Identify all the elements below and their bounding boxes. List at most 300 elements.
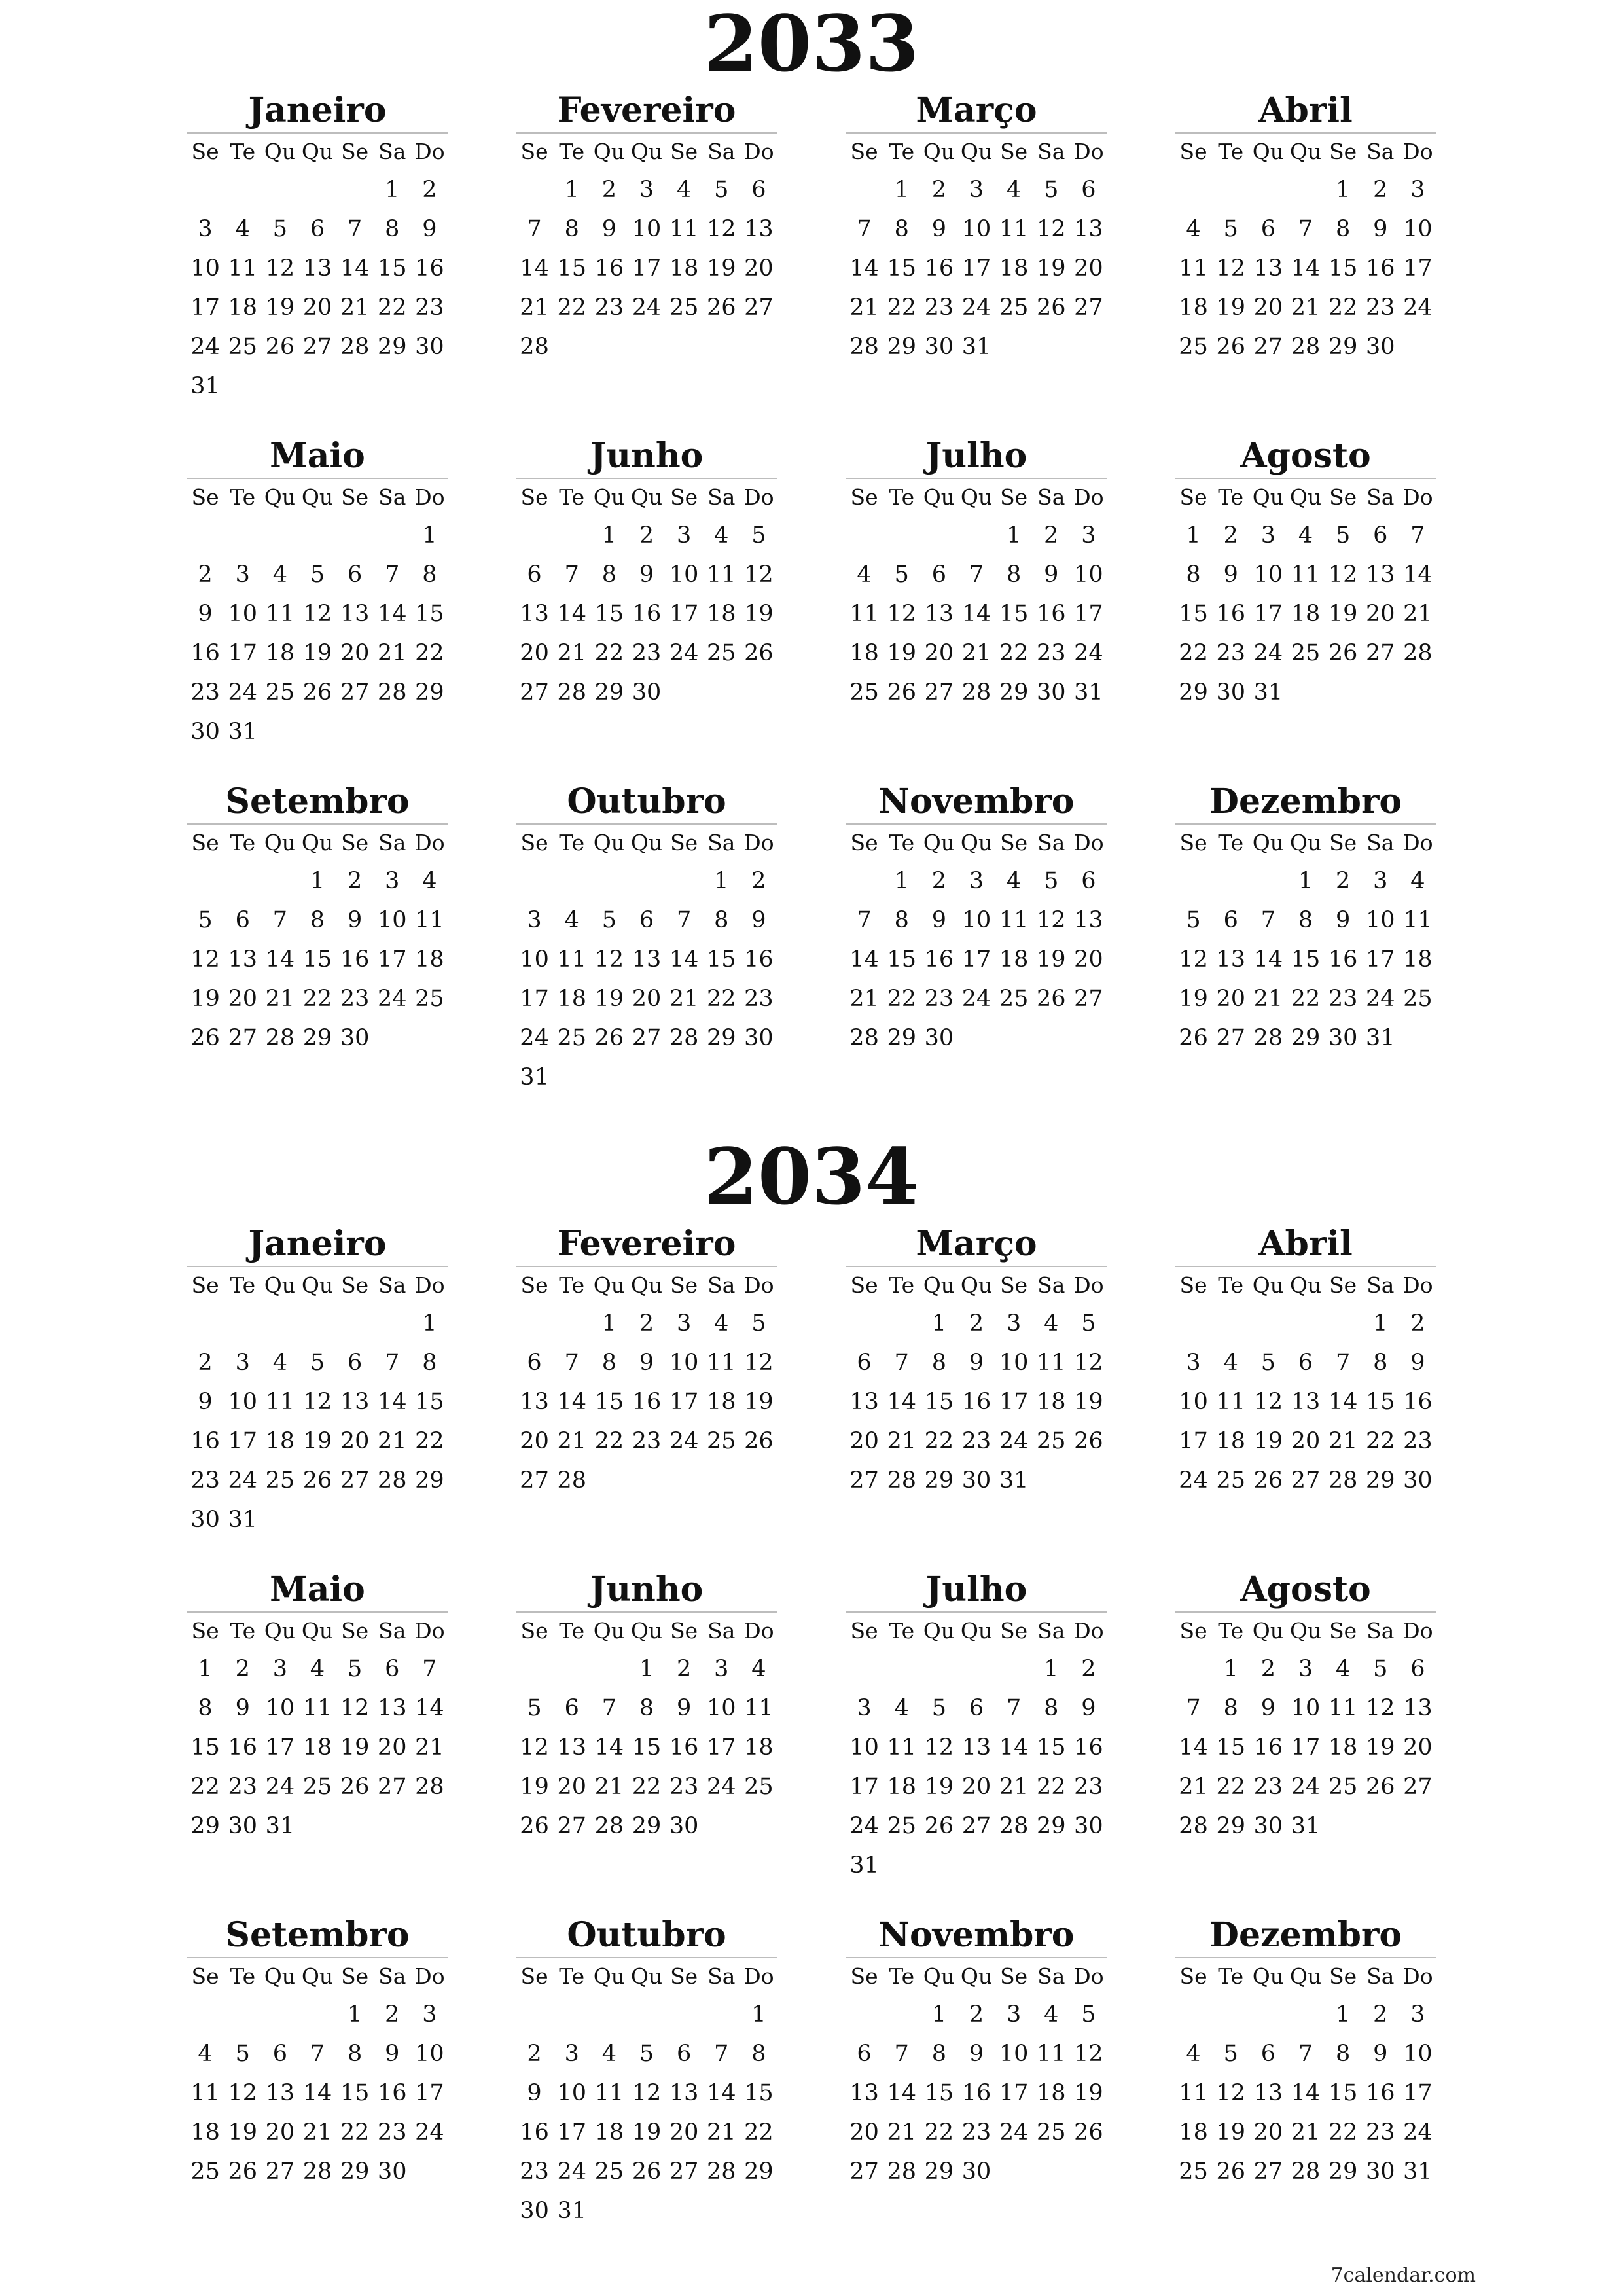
empty-cell	[666, 861, 703, 901]
weekday-label: Qu	[301, 1618, 334, 1643]
day-cell: 23	[378, 2119, 407, 2145]
day-cell: 12	[1074, 2041, 1103, 2067]
empty-cell	[553, 861, 590, 901]
day-cell: 29	[707, 1025, 736, 1051]
month-block	[846, 780, 1107, 1058]
empty-cell	[590, 1995, 628, 2034]
empty-cell	[1287, 1995, 1324, 2034]
day-cell: 17	[378, 946, 407, 973]
day-cell: 22	[1366, 1428, 1395, 1454]
day-cell: 22	[340, 2119, 370, 2145]
day-cell: 25	[1216, 1467, 1245, 1494]
day-cell: 12	[744, 1350, 774, 1376]
day-cell: 30	[415, 334, 444, 360]
empty-cell	[298, 516, 336, 555]
day-cell: 11	[265, 1389, 295, 1415]
day-cell: 9	[385, 2041, 400, 2067]
day-cell: 9	[1410, 1350, 1425, 1376]
day-cell: 17	[520, 986, 549, 1012]
day-cell: 9	[601, 216, 616, 242]
day-cell: 11	[1179, 2080, 1208, 2106]
weekday-label: Se	[850, 139, 878, 164]
day-cell: 16	[415, 255, 444, 281]
day-cell: 17	[707, 1734, 736, 1761]
day-cell: 11	[557, 946, 586, 973]
month-name: Maio	[187, 435, 448, 479]
empty-cell	[261, 1304, 298, 1343]
day-cell: 18	[849, 640, 879, 666]
day-cell: 31	[849, 1852, 879, 1878]
day-cell: 21	[265, 986, 295, 1012]
day-cell: 4	[1186, 216, 1201, 242]
day-cell: 24	[632, 295, 662, 321]
day-cell: 25	[1037, 2119, 1066, 2145]
month-name: Setembro	[187, 1914, 448, 1958]
day-cell: 23	[961, 1428, 991, 1454]
day-cell: 13	[1291, 1389, 1321, 1415]
day-cell: 26	[924, 1813, 954, 1839]
day-cell: 14	[669, 946, 699, 973]
day-cell: 24	[190, 334, 220, 360]
day-cell: 2	[1373, 2001, 1388, 2028]
weekday-label: Se	[1000, 1618, 1028, 1643]
day-cell: 13	[340, 1389, 370, 1415]
day-grid	[1175, 825, 1436, 1058]
day-cell: 23	[632, 640, 662, 666]
day-cell: 26	[1366, 1774, 1395, 1800]
day-cell: 12	[744, 562, 774, 588]
weekday-label: Qu	[593, 484, 625, 510]
weekday-label: Qu	[593, 1618, 625, 1643]
day-cell: 28	[302, 2159, 332, 2185]
day-cell: 12	[302, 1389, 332, 1415]
day-cell: 4	[1006, 177, 1022, 203]
day-cell: 1	[1335, 2001, 1351, 2028]
day-grid	[516, 825, 777, 1097]
day-cell: 10	[632, 216, 662, 242]
day-cell: 17	[228, 1428, 257, 1454]
day-cell: 14	[999, 1734, 1029, 1761]
weekday-label: Se	[1000, 830, 1028, 855]
day-cell: 15	[632, 1734, 662, 1761]
empty-cell	[553, 1995, 590, 2034]
weekday-label: Qu	[264, 484, 296, 510]
day-cell: 20	[1074, 255, 1103, 281]
day-cell: 26	[228, 2159, 257, 2185]
day-cell: 5	[1081, 1310, 1096, 1336]
weekday-label: Qu	[630, 830, 663, 855]
day-cell: 31	[557, 2198, 586, 2224]
day-cell: 28	[557, 1467, 586, 1494]
day-cell: 10	[228, 601, 257, 627]
day-cell: 2	[931, 868, 946, 894]
day-cell: 9	[347, 907, 363, 933]
day-cell: 31	[1074, 679, 1103, 706]
day-cell: 17	[669, 601, 699, 627]
day-cell: 8	[639, 1695, 654, 1721]
day-cell: 3	[1410, 2001, 1425, 2028]
day-grid	[846, 1958, 1107, 2191]
day-cell: 2	[235, 1656, 250, 1682]
day-cell: 21	[887, 1428, 916, 1454]
weekday-label: Se	[341, 1272, 369, 1298]
day-cell: 11	[707, 562, 736, 588]
weekday-label: Se	[1179, 830, 1207, 855]
day-cell: 14	[707, 2080, 736, 2106]
day-cell: 25	[669, 295, 699, 321]
day-cell: 30	[190, 1507, 220, 1533]
day-cell: 13	[340, 601, 370, 627]
weekday-label: Se	[670, 1964, 698, 1989]
day-cell: 10	[228, 1389, 257, 1415]
day-cell: 13	[265, 2080, 295, 2106]
day-cell: 28	[1179, 1813, 1208, 1839]
day-cell: 6	[1081, 177, 1096, 203]
day-cell: 16	[190, 1428, 220, 1454]
weekday-label: Qu	[923, 484, 955, 510]
day-cell: 28	[849, 334, 879, 360]
day-cell: 30	[1366, 2159, 1395, 2185]
day-cell: 24	[378, 986, 407, 1012]
day-cell: 5	[1044, 868, 1059, 894]
day-cell: 18	[999, 946, 1029, 973]
day-cell: 9	[969, 1350, 984, 1376]
day-cell: 24	[669, 640, 699, 666]
day-cell: 15	[190, 1734, 220, 1761]
day-cell: 20	[961, 1774, 991, 1800]
day-cell: 20	[849, 1428, 879, 1454]
day-cell: 18	[265, 1428, 295, 1454]
day-cell: 19	[1216, 295, 1245, 321]
day-cell: 6	[347, 562, 363, 588]
weekday-label: Do	[1073, 830, 1104, 855]
day-grid	[516, 1267, 777, 1500]
day-cell: 15	[744, 2080, 774, 2106]
day-cell: 2	[1081, 1656, 1096, 1682]
month-block	[846, 1914, 1107, 2191]
day-cell: 26	[632, 2159, 662, 2185]
day-cell: 3	[969, 177, 984, 203]
day-cell: 8	[198, 1695, 213, 1721]
day-cell: 16	[632, 601, 662, 627]
day-cell: 16	[1216, 601, 1245, 627]
day-cell: 18	[669, 255, 699, 281]
day-cell: 12	[707, 216, 736, 242]
day-cell: 27	[744, 295, 774, 321]
day-cell: 26	[265, 334, 295, 360]
month-block	[1175, 1914, 1436, 2191]
day-cell: 22	[1291, 986, 1321, 1012]
day-cell: 13	[1403, 1695, 1433, 1721]
month-name: Outubro	[516, 780, 777, 825]
day-cell: 5	[1260, 1350, 1275, 1376]
day-cell: 26	[190, 1025, 220, 1051]
empty-cell	[261, 1995, 298, 2034]
weekday-label: Te	[559, 1272, 585, 1298]
day-cell: 1	[601, 522, 616, 548]
day-cell: 27	[1366, 640, 1395, 666]
day-cell: 26	[1074, 1428, 1103, 1454]
day-cell: 13	[1074, 907, 1103, 933]
day-cell: 28	[887, 2159, 916, 2185]
weekday-label: Do	[743, 1618, 774, 1643]
empty-cell	[1325, 1304, 1362, 1343]
day-cell: 20	[1074, 946, 1103, 973]
day-cell: 19	[1074, 1389, 1103, 1415]
day-cell: 11	[302, 1695, 332, 1721]
day-cell: 5	[894, 562, 909, 588]
day-cell: 14	[849, 946, 879, 973]
day-cell: 18	[887, 1774, 916, 1800]
day-cell: 25	[887, 1813, 916, 1839]
day-cell: 31	[1366, 1025, 1395, 1051]
day-cell: 7	[527, 216, 542, 242]
day-cell: 24	[520, 1025, 549, 1051]
day-cell: 19	[707, 255, 736, 281]
empty-cell	[590, 1649, 628, 1689]
day-cell: 8	[894, 907, 909, 933]
day-cell: 15	[1291, 946, 1321, 973]
month-block	[187, 1914, 448, 2191]
empty-cell	[1175, 1649, 1212, 1689]
day-cell: 22	[1037, 1774, 1066, 1800]
day-cell: 8	[310, 907, 325, 933]
day-cell: 8	[1186, 562, 1201, 588]
day-cell: 10	[378, 907, 407, 933]
day-cell: 14	[1179, 1734, 1208, 1761]
day-cell: 13	[924, 601, 954, 627]
day-cell: 20	[340, 640, 370, 666]
day-cell: 15	[1216, 1734, 1245, 1761]
day-cell: 5	[1223, 2041, 1238, 2067]
day-cell: 3	[639, 177, 654, 203]
weekday-label: Qu	[593, 139, 625, 164]
day-cell: 24	[557, 2159, 586, 2185]
weekday-label: Do	[1073, 139, 1104, 164]
weekday-label: Qu	[960, 1964, 993, 1989]
day-cell: 5	[931, 1695, 946, 1721]
day-cell: 22	[999, 640, 1029, 666]
day-cell: 16	[228, 1734, 257, 1761]
day-cell: 24	[999, 2119, 1029, 2145]
day-grid	[846, 825, 1107, 1058]
day-grid	[1175, 479, 1436, 712]
day-cell: 6	[1298, 1350, 1313, 1376]
day-cell: 15	[594, 601, 624, 627]
day-grid	[846, 1267, 1107, 1500]
day-cell: 17	[961, 946, 991, 973]
day-cell: 25	[707, 640, 736, 666]
day-cell: 6	[347, 1350, 363, 1376]
day-cell: 2	[1260, 1656, 1275, 1682]
weekday-label: Qu	[1252, 830, 1284, 855]
day-cell: 18	[1216, 1428, 1245, 1454]
day-cell: 3	[676, 1310, 692, 1336]
day-cell: 18	[1179, 2119, 1208, 2145]
day-cell: 3	[235, 1350, 250, 1376]
day-cell: 19	[632, 2119, 662, 2145]
day-cell: 22	[415, 1428, 444, 1454]
empty-cell	[920, 516, 957, 555]
day-cell: 4	[1298, 522, 1313, 548]
day-cell: 22	[557, 295, 586, 321]
month-block	[846, 435, 1107, 712]
weekday-label: Sa	[707, 1272, 736, 1298]
day-cell: 25	[265, 1467, 295, 1494]
day-cell: 10	[1291, 1695, 1321, 1721]
month-block	[187, 1568, 448, 1846]
day-cell: 11	[265, 601, 295, 627]
day-cell: 7	[714, 2041, 729, 2067]
weekday-label: Sa	[378, 1272, 406, 1298]
day-cell: 1	[198, 1656, 213, 1682]
weekday-label: Se	[1329, 484, 1357, 510]
day-cell: 26	[1216, 2159, 1245, 2185]
weekday-label: Se	[850, 1272, 878, 1298]
weekday-label: Te	[230, 1272, 256, 1298]
day-cell: 5	[751, 522, 766, 548]
day-cell: 23	[744, 986, 774, 1012]
month-block	[187, 1223, 448, 1539]
day-cell: 29	[744, 2159, 774, 2185]
day-cell: 20	[520, 640, 549, 666]
weekday-label: Se	[850, 1618, 878, 1643]
day-cell: 25	[302, 1774, 332, 1800]
day-cell: 5	[714, 177, 729, 203]
weekday-label: Te	[230, 1618, 256, 1643]
day-cell: 21	[340, 295, 370, 321]
day-cell: 23	[1074, 1774, 1103, 1800]
day-cell: 10	[669, 562, 699, 588]
weekday-label: Qu	[630, 1618, 663, 1643]
day-cell: 23	[594, 295, 624, 321]
day-cell: 14	[1328, 1389, 1358, 1415]
day-cell: 29	[1291, 1025, 1321, 1051]
day-cell: 27	[669, 2159, 699, 2185]
day-cell: 17	[849, 1774, 879, 1800]
day-cell: 4	[1335, 1656, 1351, 1682]
day-cell: 20	[378, 1734, 407, 1761]
day-cell: 30	[190, 719, 220, 745]
day-cell: 19	[1366, 1734, 1395, 1761]
day-cell: 21	[1291, 295, 1321, 321]
day-cell: 26	[1216, 334, 1245, 360]
day-cell: 3	[1006, 1310, 1022, 1336]
empty-cell	[1287, 1304, 1324, 1343]
day-cell: 6	[564, 1695, 579, 1721]
day-cell: 9	[1373, 2041, 1388, 2067]
day-cell: 14	[340, 255, 370, 281]
day-cell: 21	[999, 1774, 1029, 1800]
empty-cell	[1249, 861, 1287, 901]
day-cell: 4	[564, 907, 579, 933]
day-grid	[1175, 1267, 1436, 1500]
weekday-label: Te	[1218, 1618, 1244, 1643]
day-cell: 7	[857, 216, 872, 242]
day-cell: 22	[632, 1774, 662, 1800]
day-cell: 15	[707, 946, 736, 973]
day-cell: 15	[557, 255, 586, 281]
day-cell: 5	[1373, 1656, 1388, 1682]
weekday-label: Qu	[1289, 1618, 1322, 1643]
day-cell: 31	[1253, 679, 1283, 706]
day-cell: 9	[198, 1389, 213, 1415]
day-grid	[1175, 134, 1436, 367]
weekday-label: Se	[850, 1964, 878, 1989]
day-cell: 20	[849, 2119, 879, 2145]
empty-cell	[336, 170, 374, 209]
empty-cell	[553, 1649, 590, 1689]
day-cell: 9	[422, 216, 437, 242]
weekday-label: Te	[559, 139, 585, 164]
day-cell: 21	[1253, 986, 1283, 1012]
day-cell: 28	[707, 2159, 736, 2185]
day-cell: 30	[378, 2159, 407, 2185]
empty-cell	[1175, 1304, 1212, 1343]
day-cell: 21	[378, 640, 407, 666]
day-cell: 18	[744, 1734, 774, 1761]
weekday-label: Sa	[707, 139, 736, 164]
day-cell: 21	[1179, 1774, 1208, 1800]
weekday-label: Qu	[923, 139, 955, 164]
weekday-label: Qu	[264, 1618, 296, 1643]
day-cell: 30	[228, 1813, 257, 1839]
day-cell: 21	[415, 1734, 444, 1761]
day-cell: 28	[1291, 334, 1321, 360]
day-cell: 12	[1179, 946, 1208, 973]
weekday-label: Se	[1179, 1964, 1207, 1989]
day-grid	[846, 1613, 1107, 1885]
day-cell: 9	[639, 562, 654, 588]
day-cell: 22	[378, 295, 407, 321]
day-cell: 18	[1179, 295, 1208, 321]
day-cell: 25	[265, 679, 295, 706]
day-cell: 2	[969, 1310, 984, 1336]
day-cell: 4	[310, 1656, 325, 1682]
day-cell: 8	[564, 216, 579, 242]
day-cell: 29	[887, 1025, 916, 1051]
weekday-label: Se	[1329, 830, 1357, 855]
day-cell: 25	[849, 679, 879, 706]
day-cell: 25	[1403, 986, 1433, 1012]
day-cell: 24	[961, 986, 991, 1012]
day-cell: 31	[961, 334, 991, 360]
weekday-label: Qu	[1289, 139, 1322, 164]
month-name: Novembro	[846, 1914, 1107, 1958]
day-cell: 15	[924, 1389, 954, 1415]
day-cell: 10	[520, 946, 549, 973]
day-cell: 6	[527, 562, 542, 588]
day-cell: 4	[1223, 1350, 1238, 1376]
day-cell: 7	[564, 1350, 579, 1376]
weekday-label: Se	[1000, 139, 1028, 164]
day-cell: 23	[924, 986, 954, 1012]
day-cell: 18	[228, 295, 257, 321]
weekday-label: Sa	[1366, 139, 1395, 164]
day-cell: 29	[340, 2159, 370, 2185]
day-cell: 30	[961, 1467, 991, 1494]
day-cell: 27	[228, 1025, 257, 1051]
day-cell: 31	[265, 1813, 295, 1839]
day-cell: 28	[340, 334, 370, 360]
day-cell: 4	[198, 2041, 213, 2067]
day-cell: 27	[1403, 1774, 1433, 1800]
month-block	[1175, 89, 1436, 367]
day-cell: 25	[744, 1774, 774, 1800]
day-cell: 29	[1179, 679, 1208, 706]
weekday-label: Se	[341, 830, 369, 855]
day-cell: 19	[340, 1734, 370, 1761]
